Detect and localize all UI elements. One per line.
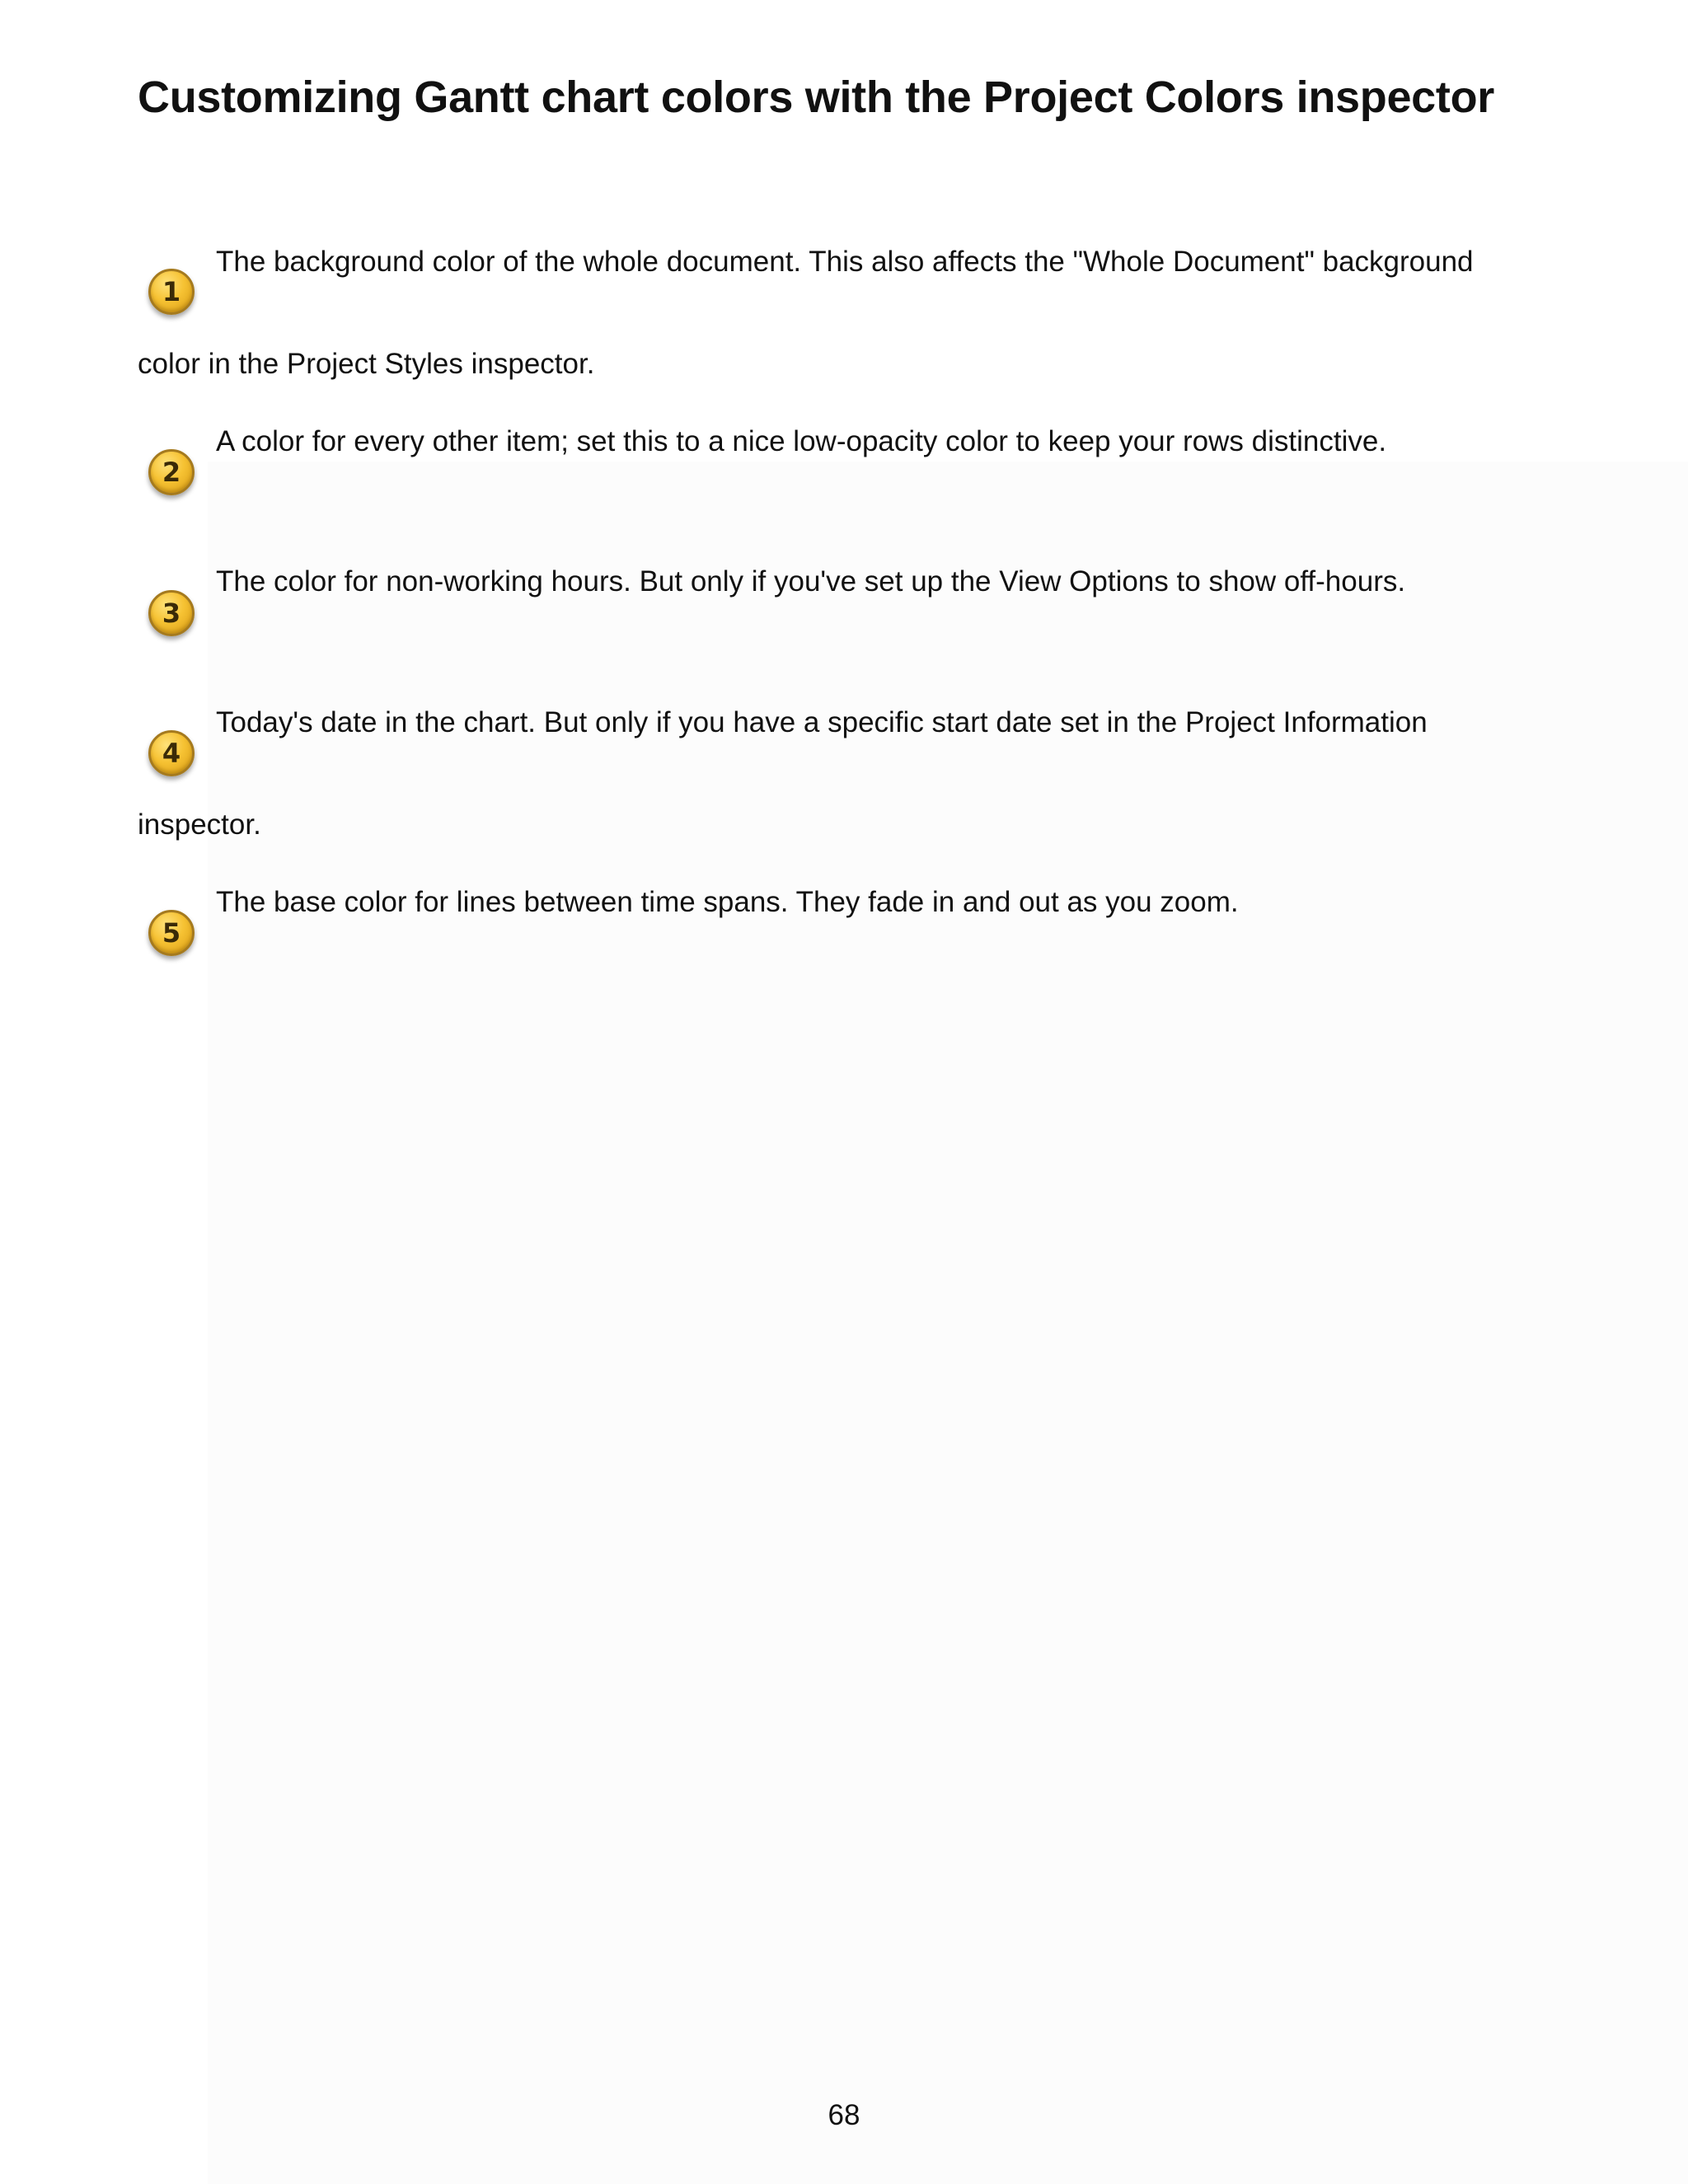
number-1-badge-icon: 1 <box>148 269 195 315</box>
number-3-badge-icon: 3 <box>148 590 195 636</box>
callout-text-continued: inspector. <box>138 808 261 841</box>
callout-text: A color for every other item; set this to a nice low-opacity color to keep your rows distinctive. <box>216 425 1387 457</box>
number-4-badge-icon: 4 <box>148 730 195 776</box>
callout-text: The color for non-working hours. But only if you've set up the View Options to show off-hours. <box>216 565 1406 598</box>
callout-text: The base color for lines between time spans. They fade in and out as you zoom. <box>216 886 1239 918</box>
page-number: 68 <box>828 2099 860 2131</box>
page-title: Customizing Gantt chart colors with the Project Colors inspector <box>138 73 1494 122</box>
number-5-badge-icon: 5 <box>148 910 195 956</box>
callout-text: The background color of the whole document. This also affects the "Whole Document" background <box>216 246 1474 278</box>
callout-text: Today's date in the chart. But only if you have a specific start date set in the Project Information <box>216 706 1428 738</box>
number-2-badge-icon: 2 <box>148 449 195 495</box>
callout-text-continued: color in the Project Styles inspector. <box>138 348 595 380</box>
